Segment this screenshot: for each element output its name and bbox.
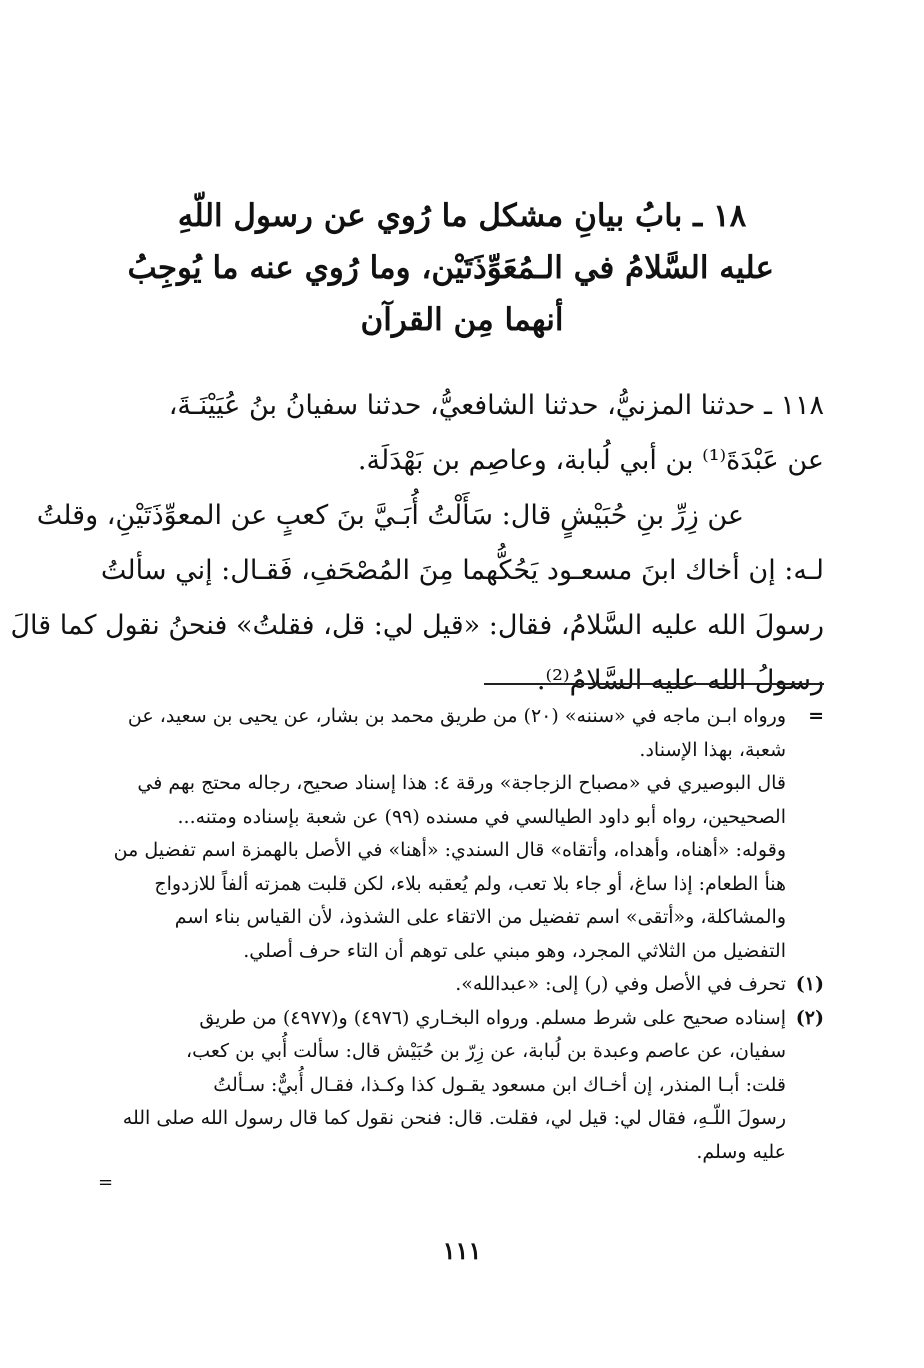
page-number: ١١١ — [442, 1236, 482, 1265]
footnote-line: سفيان، عن عاصم وعبدة بن لُبابة، عن زِرّ بن حُبَيْش قال: سألت أُبي بن كعب، — [186, 1040, 786, 1062]
text-line: رسولَ الله عليه السَّلامُ، فقال: «قيل لي: قل، فقلتُ» فنحنُ نقول كما قالَ — [10, 610, 824, 641]
heading-line: ١٨ ـ بابُ بيانِ مشكل ما رُوي عن رسول اللّهِ — [177, 198, 747, 234]
chapter-heading — [127, 190, 774, 346]
footnote-line: الصحيحين، رواه أبو داود الطيالسي في مسنده (٩٩) عن شعبة بإسناده ومتنه... — [177, 805, 786, 828]
heading-line: عليه السَّلامُ في الـمُعَوِّذَتَيْن، وما رُوي عنه ما يُوجِبُ — [127, 250, 774, 286]
footnote-line: وقوله: «أهناه، وأهداه، وأتقاه» قال السندي: «أهنا» في الأصل بالهمزة اسم تفضيل من — [113, 839, 786, 861]
footnote-line: هنأ الطعام: إذا ساغ، أو جاء بلا تعب، ولم يُعقبه بلاء، لكن قلبت همزته ألفاً للازدواج — [154, 872, 786, 895]
footnotes — [104, 700, 824, 1169]
text-line: عن زِرِّ بنِ حُبَيْشٍ قال: سَأَلْتُ أُبَـيَّ بنَ كعبٍ عن المعوِّذَتَيْنِ، وقلتُ — [36, 500, 744, 531]
footnote-separator — [484, 683, 824, 685]
footnote-line: عليه وسلم. — [696, 1140, 786, 1163]
text-line: عن عَبْدَةَ⁽¹⁾ بن أبي لُبابة، وعاصِم بن بَهْدَلَة. — [357, 445, 824, 476]
footnote-line: = ورواه ابـن ماجه في «سننه» (٢٠) من طريق محمد بن بشار، عن يحيى بن سعيد، عن — [104, 700, 824, 734]
footnote-number: (٢) — [795, 1006, 824, 1029]
footnote-1: (١) تحرف في الأصل وفي (ر) إلى: «عبدالله». — [104, 968, 824, 1002]
footnote-line: والمشاكلة، و«أتقى» اسم تفضيل من الاتقاء على الشذوذ، لأن القياس بناء اسم — [174, 906, 786, 928]
footnote-line: قلت: أبـا المنذر، إن أخـاك ابن مسعود يقـول كذا وكـذا، فقـال أُبيٌّ: سـألتُ — [213, 1073, 786, 1096]
footnote-2: (٢) إسناده صحيح على شرط مسلم. ورواه البخـاري (٤٩٧٦) و(٤٩٧٧) من طريق — [104, 1002, 824, 1036]
text-line: رسولُ الله عليه السَّلامُ⁽²⁾. — [536, 665, 824, 696]
footnote-line: قال البوصيري في «مصباح الزجاجة» ورقة ٤: هذا إسناد صحيح، رجاله محتج بهم في — [137, 772, 786, 794]
text-line: ١١٨ ـ حدثنا المزنيُّ، حدثنا الشافعيُّ، حدثنا سفيانُ بنُ عُيَيْنَـةَ، — [168, 390, 824, 421]
hadith-text — [10, 378, 824, 708]
footnote-line: رسولَ اللّـهِ، فقال لي: قيل لي، فقلت. قال: فنحن نقول كما قال رسول الله صلى الله — [122, 1107, 786, 1129]
continuation-mark: = — [808, 705, 824, 727]
footnote-number: (١) — [795, 973, 824, 995]
footnote-line: شعبة، بهذا الإسناد. — [639, 738, 786, 761]
text-line: لـه: إن أخاك ابنَ مسعـود يَحُكُّهما مِنَ المُصْحَفِ، فَقـال: إني سألتُ — [100, 555, 824, 586]
continuation-mark-end: = — [98, 1172, 114, 1193]
heading-line: أنهما مِن القرآن — [360, 302, 564, 338]
footnote-line: التفضيل من الثلاثي المجرد، وهو مبني على توهم أن التاء حرف أصلي. — [243, 939, 786, 962]
